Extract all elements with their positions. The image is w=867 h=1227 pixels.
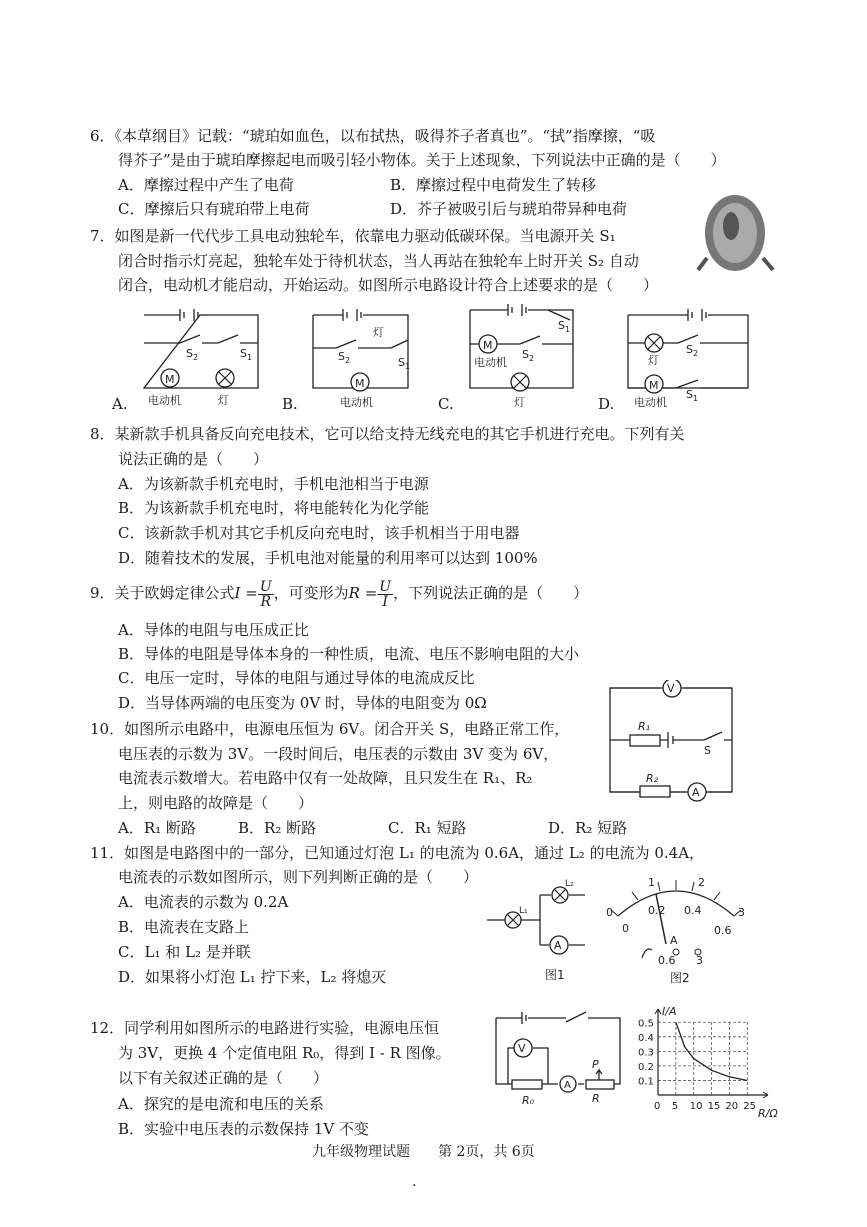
q7c-s1-label: $S_1$	[558, 319, 571, 334]
chart-series-curve	[676, 1022, 747, 1080]
q9-eq1-fraction	[258, 580, 274, 609]
q7d-s1-label: $S_1$	[686, 388, 699, 403]
chart-xtick-1: 5	[671, 1101, 679, 1112]
q7a-s1-label: $S_1$	[240, 347, 253, 362]
chart-grid	[658, 1022, 747, 1095]
chart-ytick-0: 0.1	[638, 1076, 654, 1088]
chart-xtick-4: 20	[725, 1101, 739, 1112]
q7d-motor-label: 电动机	[634, 396, 667, 409]
q10-option-b: B．R₂ 断路	[238, 819, 317, 837]
q11-option-d: D．如果将小灯泡 L₁ 拧下来，L₂ 将熄灭	[118, 968, 387, 986]
q11-stem-line1: 11．如图是电路图中的一部分，已知通过灯泡 L₁ 的电流为 0.6A，通过 L₂ 的电流为 0.4A，	[90, 844, 705, 862]
q7c-motor-label: 电动机	[474, 356, 507, 369]
q7-option-c: C.	[438, 395, 454, 413]
q7b-motor-label: 电动机	[340, 396, 373, 409]
q9-eq2-fraction	[377, 580, 393, 609]
chart-ytick-4: 0.5	[638, 1018, 654, 1030]
q12-ir-chart	[630, 1005, 782, 1125]
q7d-motor-symbol: M	[649, 379, 659, 392]
q9-option-c: C．电压一定时，导体的电阻与通过导体的电流成反比	[118, 669, 475, 687]
q11-fig2-terminal-06: 0.6	[658, 954, 676, 967]
page-footer: 九年级物理试题 第 2页，共 6页	[312, 1144, 535, 1160]
q11-fig2-unit: A	[670, 934, 678, 947]
q10-stem-line2: 电压表的示数为 3V。一段时间后，电压表的示数由 3V 变为 6V，	[118, 745, 559, 763]
q12-voltmeter-label: V	[518, 1042, 526, 1055]
q9-suffix: ，下列说法正确的是（ ）	[393, 584, 589, 602]
chart-ytick-2: 0.3	[638, 1047, 654, 1059]
q12-stem-line1: 12．同学利用如图所示的电路进行实验，电源电压恒	[90, 1019, 440, 1037]
chart-ticks	[638, 1018, 756, 1112]
q12-r-label: R	[592, 1092, 600, 1105]
chart-xtick-0: 0	[654, 1101, 661, 1112]
q12-option-b: B．实验中电压表的示数保持 1V 不变	[118, 1120, 369, 1138]
q11-fig1-caption: 图1	[545, 968, 565, 982]
q9-option-b: B．导体的电阻是导体本身的一种性质，电流、电压不影响电阻的大小	[118, 645, 580, 663]
q12-r0-label: R₀	[522, 1094, 535, 1107]
q10-r1-label: R₁	[638, 720, 651, 733]
q9-eq2-num: U	[379, 578, 392, 595]
q7a-s2-label: $S_2$	[186, 347, 199, 362]
q7c-s2-label: $S_2$	[522, 348, 535, 363]
q11-fig2-scale-bottom-1: 0.2	[648, 904, 666, 917]
q8-option-b: B．为该新款手机充电时，将电能转化为化学能	[118, 499, 430, 517]
q11-fig1-l2-label: L₂	[565, 879, 574, 889]
q7-stem-line3: 闭合，电动机才能启动，开始运动。如图所示电路设计符合上述要求的是（ ）	[118, 276, 659, 294]
q12-p-label: P	[592, 1058, 599, 1071]
q11-option-b: B．电流表在支路上	[118, 918, 250, 936]
q10-switch-label: S	[704, 744, 711, 757]
q7-stem-line2: 闭合时指示灯亮起，独轮车处于待机状态，当人再站在独轮车上时开关 S₂ 自动	[118, 252, 639, 270]
q12-stem-line3: 以下有关叙述正确的是（ ）	[118, 1069, 329, 1087]
q7b-s2-label: $S_2$	[338, 350, 351, 365]
q7d-lamp-label: 灯	[648, 354, 659, 367]
chart-ytick-3: 0.4	[638, 1032, 654, 1044]
q11-fig2-scale-top-2: 2	[698, 876, 705, 889]
q7a-lamp-label: 灯	[218, 394, 229, 407]
q7a-motor-symbol: M	[165, 373, 175, 386]
q11-fig1-ammeter-label: A	[554, 939, 562, 952]
q11-fig2-terminal-3: 3	[696, 954, 703, 967]
q11-fig2-scale-bottom-3: 0.6	[714, 924, 732, 937]
q7c-motor-symbol: M	[483, 339, 493, 352]
q12-ammeter-label: A	[564, 1080, 571, 1091]
footer-dot: .	[412, 1174, 417, 1190]
q10-ammeter-label: A	[692, 786, 700, 799]
q7-option-a: A.	[112, 395, 128, 413]
q8-option-d: D．随着技术的发展，手机电池对能量的利用率可以达到 100%	[118, 549, 538, 567]
q11-stem-line2: 电流表的示数如图所示，则下列判断正确的是（ ）	[118, 868, 479, 886]
q9-prefix: 9．关于欧姆定律公式	[90, 584, 235, 602]
q8-stem-line2: 说法正确的是（ ）	[118, 450, 269, 468]
q9-eq1-lhs: I =	[234, 584, 258, 602]
chart-ylabel: I/A	[662, 1005, 677, 1018]
q6-option-a: A．摩擦过程中产生了电荷	[118, 176, 294, 194]
q10-stem-line3: 电流表示数增大。若电路中仅有一处故障，且只发生在 R₁、R₂	[118, 769, 533, 787]
q6-stem-line2: 得芥子”是由于琥珀摩擦起电而吸引轻小物体。关于上述现象，下列说法中正确的是（ ）	[118, 151, 726, 169]
q6-option-c: C．摩擦后只有琥珀带上电荷	[118, 200, 310, 218]
q11-fig2-scale-top-1: 1	[648, 876, 655, 889]
q11-fig2-caption: 图2	[670, 971, 690, 985]
q8-option-a: A．为该新款手机充电时，手机电池相当于电源	[118, 475, 429, 493]
unicycle-photo	[695, 188, 775, 278]
q11-fig2-scale-bottom-2: 0.4	[684, 904, 702, 917]
q10-stem-line1: 10．如图所示电路中，电源电压恒为 6V。闭合开关 S，电路正常工作，	[90, 720, 570, 738]
q7-option-d: D.	[598, 395, 615, 413]
q11-option-a: A．电流表的示数为 0.2A	[118, 893, 289, 911]
q10-option-d: D．R₂ 短路	[548, 819, 628, 837]
q7-option-b: B.	[282, 395, 298, 413]
q12-option-a: A．探究的是电流和电压的关系	[118, 1095, 324, 1113]
q9-eq1-den: R	[260, 593, 271, 610]
q9-eq2-lhs: R =	[348, 584, 378, 602]
chart-xtick-5: 25	[743, 1101, 757, 1112]
q12-stem-line2: 为 3V，更换 4 个定值电阻 R₀，得到 I - R 图像。	[118, 1044, 451, 1062]
q10-option-a: A．R₁ 断路	[118, 819, 196, 837]
q11-fig2-scale-bottom-0: 0	[622, 922, 629, 935]
q11-fig2-ammeter-dial	[596, 872, 756, 987]
q6-stem-line1: 6．《本草纲目》记载：“琥珀如血色，以布拭热，吸得芥子者真也”。“拭”指摩擦，“吸	[90, 127, 656, 145]
q10-option-c: C．R₁ 短路	[388, 819, 467, 837]
q7b-lamp-label: 灯	[373, 326, 384, 339]
q8-stem-line1: 8．某新款手机具备反向充电技术，它可以给支持无线充电的其它手机进行充电。下列有关	[90, 425, 685, 443]
q9-stem	[90, 579, 588, 609]
q9-eq1-num: U	[259, 578, 272, 595]
chart-xtick-3: 15	[707, 1101, 721, 1112]
q7b-s1-label: $S_1$	[398, 356, 411, 371]
q7a-motor-label: 电动机	[148, 394, 181, 407]
q7d-s2-label: $S_2$	[686, 343, 699, 358]
q10-circuit	[600, 680, 742, 802]
q11-option-c: C．L₁ 和 L₂ 是并联	[118, 943, 251, 961]
q10-stem-line4: 上，则电路的故障是（ ）	[118, 794, 314, 812]
q10-voltmeter-label: V	[667, 682, 675, 695]
q11-fig1-circuit	[485, 875, 590, 985]
q12-circuit	[488, 1008, 628, 1108]
q7c-lamp-label: 灯	[514, 396, 525, 409]
q7b-motor-symbol: M	[355, 377, 365, 390]
q11-fig2-scale-top-3: 3	[738, 906, 745, 919]
q9-mid: ，可变形为	[273, 584, 349, 602]
chart-xtick-2: 10	[689, 1101, 703, 1112]
q6-option-d: D．芥子被吸引后与琥珀带异种电荷	[390, 200, 628, 218]
q11-fig2-scale-top-0: 0	[606, 906, 613, 919]
q7-circuit-options	[108, 300, 808, 415]
q8-option-c: C．该新款手机对其它手机反向充电时，该手机相当于用电器	[118, 524, 520, 542]
q7-stem-line1: 7．如图是新一代代步工具电动独轮车，依靠电力驱动低碳环保。当电源开关 S₁	[90, 227, 616, 245]
q10-r2-label: R₂	[646, 772, 659, 785]
q9-option-a: A．导体的电阻与电压成正比	[118, 621, 309, 639]
q11-fig1-l1-label: L₁	[519, 906, 528, 916]
q6-option-b: B．摩擦过程中电荷发生了转移	[390, 176, 597, 194]
chart-ytick-1: 0.2	[638, 1061, 654, 1073]
q9-option-d: D．当导体两端的电压变为 0V 时，导体的电阻变为 0Ω	[118, 694, 487, 712]
q9-eq2-den: I	[382, 593, 388, 610]
chart-xlabel: R/Ω	[758, 1107, 778, 1120]
